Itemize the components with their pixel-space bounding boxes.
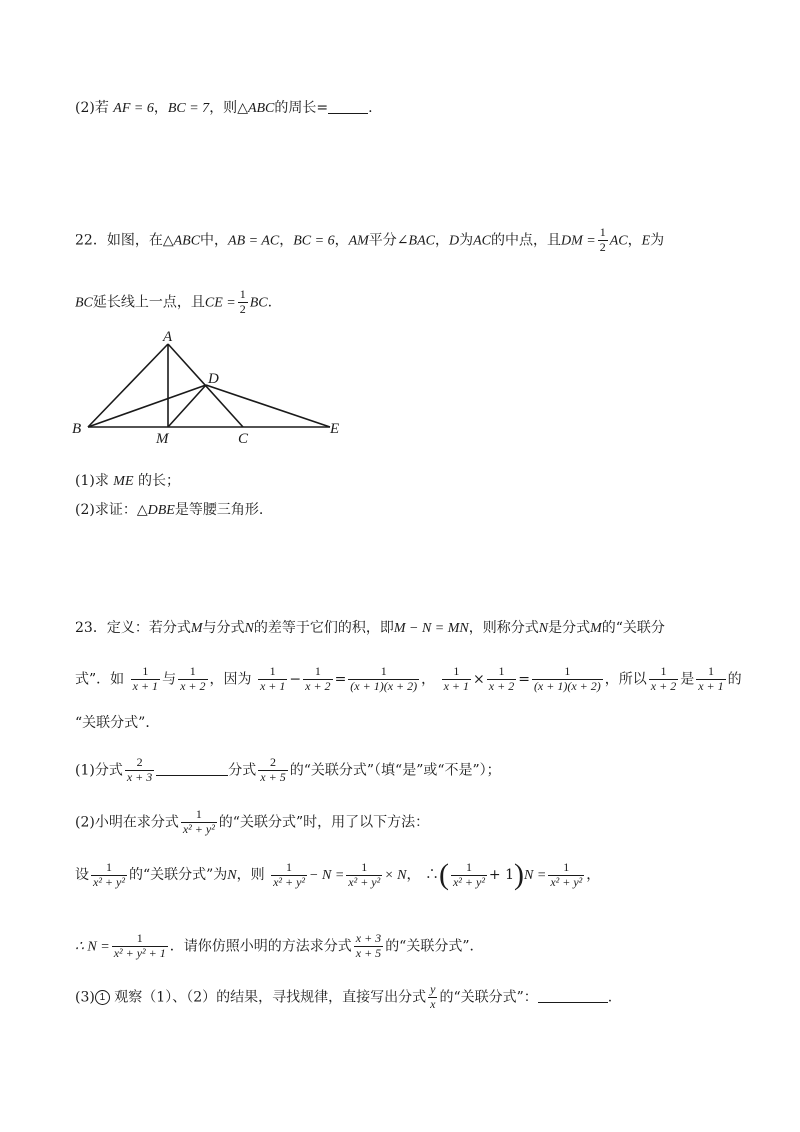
fraction: $\frac{y}{x}$	[430, 982, 436, 1011]
fraction-half: $\frac{1}{2}$	[239, 287, 246, 316]
q23-method: 设 $\frac{1}{\text{x² + y²}}$ 的“关联分式”为N，则 $\frac{1}{\text{x² + y²}}$ − N = $\frac{1}{\text{x² + y²}}$ × N， ∴( $\frac{1}{\text{x² + y²}}$ + 1)N = $\frac{1}{\text{x² + y²}}$ ，	[75, 858, 601, 891]
q23-part1: (1)分式 $\frac{2}{x + 3}$ 分式 $\frac{2}{x + 5}$ 的“关联分式”（填“是”或“不是”）；	[75, 755, 501, 784]
q22-part2: (2)求证：△DBE是等腰三角形.	[75, 502, 264, 518]
segment-AB	[88, 344, 168, 427]
q22-line2: BC延长线上一点，且CE = $\frac{1}{2}$ BC.	[75, 287, 273, 316]
q23-line2: 式”．如 $\frac{1}{x + 1}$ 与 $\frac{1}{x + 2}$ ，因为 $\frac{1}{x + 1}$ − $\frac{1}{x + 2}$ = $\frac{1}{(x + 1)(x + 2)}$ ， $\frac{1}{x + 1}$ × $\frac{1}{x + 2}$ = $\frac{1}{(x + 1)(x + 2)}$ ，所以 $\frac{1}{x + 2}$ 是 $\frac{1}{x + 1}$ 的	[75, 664, 742, 693]
fraction: $\frac{1}{\text{x² + y²}}$	[550, 859, 583, 889]
q23-line3: “关联分式”．	[75, 715, 160, 731]
q22-part1: (1)求 ME 的长；	[75, 473, 180, 489]
fraction: $\frac{1}{x + 1}$	[259, 664, 286, 693]
fraction: $\frac{2}{x + 5}$	[260, 755, 286, 784]
label-B: B	[72, 421, 82, 437]
segment-BD	[88, 385, 206, 427]
fraction: $\frac{x + 3}{x + 5}$	[355, 931, 382, 960]
fraction: $\frac{1}{\text{x² + y²}}$	[93, 859, 125, 889]
q23-part2: (2)小明在求分式 $\frac{1}{\text{x² + y²}}$ 的“关联分式”时，用了以下方法：	[75, 807, 430, 836]
label-M: M	[156, 431, 169, 447]
answer-blank[interactable]	[538, 1002, 608, 1003]
q23-line1: 23．定义：若分式M与分式N的差等于它们的积，即M − N = MN，则称分式N是分式M的“关联分	[75, 620, 665, 636]
label-D: D	[208, 371, 219, 387]
fraction: $\frac{2}{x + 3}$	[126, 755, 153, 784]
label-E: E	[330, 421, 340, 437]
fraction: $\frac{1}{\text{x² + y²}}$	[348, 859, 381, 889]
fraction: $\frac{1}{\text{x² + y²}}$	[452, 859, 485, 889]
fraction: $\frac{1}{(x + 1)(x + 2)}$	[350, 664, 418, 693]
q23-result: ∴ N = $\frac{1}{\text{x² + y² + 1}}$ ．请你仿照小明的方法求分式 $\frac{x + 3}{x + 5}$ 的“关联分式”．	[75, 931, 484, 960]
triangle-figure	[70, 325, 390, 450]
fraction: $\frac{1}{x + 1}$	[443, 664, 470, 693]
fraction: $\frac{1}{x + 1}$	[132, 664, 159, 693]
label-C: C	[238, 431, 249, 447]
fraction: $\frac{1}{\text{x² + y²}}$	[273, 859, 306, 889]
fraction: $\frac{1}{\text{x² + y²}}$	[182, 807, 215, 836]
answer-blank[interactable]	[328, 113, 368, 114]
fraction-half: $\frac{1}{2}$	[599, 225, 606, 254]
fraction: $\frac{1}{x + 1}$	[698, 664, 724, 693]
label-A: A	[163, 329, 173, 345]
answer-blank[interactable]	[156, 775, 228, 776]
q23-part3: (3) 1 观察（1）、（2）的结果，寻找规律，直接写出分式 $\frac{y}{x}$ 的“关联分式”： .	[75, 982, 613, 1011]
q22-line1: 22．如图，在△ABC中，AB = AC，BC = 6，AM平分∠BAC，D为AC的中点，且DM = $\frac{1}{2}$ AC，E为	[75, 225, 665, 254]
fraction: $\frac{1}{\text{x² + y² + 1}}$	[113, 931, 166, 960]
fraction: $\frac{1}{x + 2}$	[305, 664, 331, 693]
fraction: $\frac{1}{x + 2}$	[488, 664, 515, 693]
fraction: $\frac{1}{x + 2}$	[650, 664, 677, 693]
circled-number: 1	[95, 990, 110, 1005]
fraction: $\frac{1}{(x + 1)(x + 2)}$	[533, 664, 601, 693]
fraction: $\frac{1}{x + 2}$	[180, 664, 206, 693]
q21-part2: (2)若 AF = 6，BC = 7，则△ABC的周长= .	[75, 100, 373, 116]
